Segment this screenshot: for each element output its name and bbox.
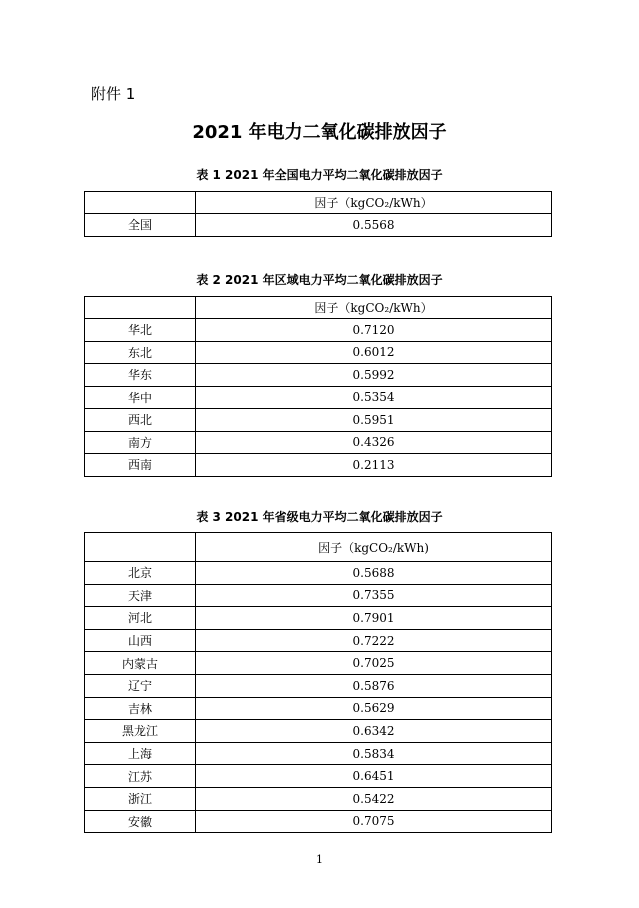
table-row <box>85 431 552 454</box>
factor-value-cell: 0.7355 <box>196 584 552 607</box>
table-row <box>85 652 552 675</box>
factor-value-cell: 0.5354 <box>196 386 552 409</box>
factor-header-cell: 因子（kgCO₂/kWh） <box>196 192 552 214</box>
table-row <box>85 810 552 833</box>
table-header-row <box>85 297 552 319</box>
region-cell: 南方 <box>85 431 196 454</box>
table-row <box>85 214 552 237</box>
table-header-row <box>85 533 552 562</box>
factor-value-cell: 0.5422 <box>196 787 552 810</box>
factor-value-cell: 0.6342 <box>196 720 552 743</box>
table-row <box>85 674 552 697</box>
region-cell: 江苏 <box>85 765 196 788</box>
factor-value-cell: 0.6012 <box>196 341 552 364</box>
factor-value-cell: 0.4326 <box>196 431 552 454</box>
region-cell: 吉林 <box>85 697 196 720</box>
factor-value-cell: 0.5876 <box>196 674 552 697</box>
header-empty-cell <box>85 192 196 214</box>
table3-caption: 表 3 2021 年省级电力平均二氧化碳排放因子 <box>196 510 443 524</box>
table-row <box>85 386 552 409</box>
factor-value-cell: 0.2113 <box>196 454 552 477</box>
page-title: 2021 年电力二氧化碳排放因子 <box>192 122 447 143</box>
table-header-row <box>85 192 552 214</box>
factor-value-cell: 0.7025 <box>196 652 552 675</box>
table-row <box>85 319 552 342</box>
region-cell: 华中 <box>85 386 196 409</box>
header-empty-cell <box>85 297 196 319</box>
region-cell: 黑龙江 <box>85 720 196 743</box>
factor-value-cell: 0.5834 <box>196 742 552 765</box>
table-row <box>85 720 552 743</box>
region-cell: 全国 <box>85 214 196 237</box>
region-cell: 上海 <box>85 742 196 765</box>
table2-caption: 表 2 2021 年区域电力平均二氧化碳排放因子 <box>196 273 443 287</box>
factor-value-cell: 0.5629 <box>196 697 552 720</box>
factor-value-cell: 0.5568 <box>196 214 552 237</box>
regional-factor-table <box>84 296 552 477</box>
table-row <box>85 742 552 765</box>
header-empty-cell <box>85 533 196 562</box>
region-cell: 安徽 <box>85 810 196 833</box>
page-number: 1 <box>316 853 323 866</box>
table-row <box>85 584 552 607</box>
table-row <box>85 562 552 585</box>
provincial-factor-table <box>84 532 552 833</box>
table-row <box>85 409 552 432</box>
table-row <box>85 629 552 652</box>
region-cell: 华北 <box>85 319 196 342</box>
region-cell: 辽宁 <box>85 674 196 697</box>
factor-value-cell: 0.5951 <box>196 409 552 432</box>
table-row <box>85 787 552 810</box>
factor-value-cell: 0.7075 <box>196 810 552 833</box>
factor-value-cell: 0.7222 <box>196 629 552 652</box>
region-cell: 北京 <box>85 562 196 585</box>
factor-value-cell: 0.7120 <box>196 319 552 342</box>
region-cell: 河北 <box>85 607 196 630</box>
factor-header-cell: 因子（kgCO₂/kWh) <box>196 533 552 562</box>
factor-value-cell: 0.6451 <box>196 765 552 788</box>
table-row <box>85 364 552 387</box>
table-row <box>85 607 552 630</box>
table1-caption: 表 1 2021 年全国电力平均二氧化碳排放因子 <box>196 168 443 182</box>
region-cell: 山西 <box>85 629 196 652</box>
table-row <box>85 765 552 788</box>
table-row <box>85 697 552 720</box>
national-factor-table <box>84 191 552 237</box>
region-cell: 华东 <box>85 364 196 387</box>
factor-value-cell: 0.5992 <box>196 364 552 387</box>
region-cell: 天津 <box>85 584 196 607</box>
region-cell: 西南 <box>85 454 196 477</box>
region-cell: 西北 <box>85 409 196 432</box>
attachment-label: 附件 1 <box>91 85 136 103</box>
factor-value-cell: 0.7901 <box>196 607 552 630</box>
factor-value-cell: 0.5688 <box>196 562 552 585</box>
table-row <box>85 454 552 477</box>
region-cell: 浙江 <box>85 787 196 810</box>
factor-header-cell: 因子（kgCO₂/kWh） <box>196 297 552 319</box>
region-cell: 东北 <box>85 341 196 364</box>
table-row <box>85 341 552 364</box>
region-cell: 内蒙古 <box>85 652 196 675</box>
